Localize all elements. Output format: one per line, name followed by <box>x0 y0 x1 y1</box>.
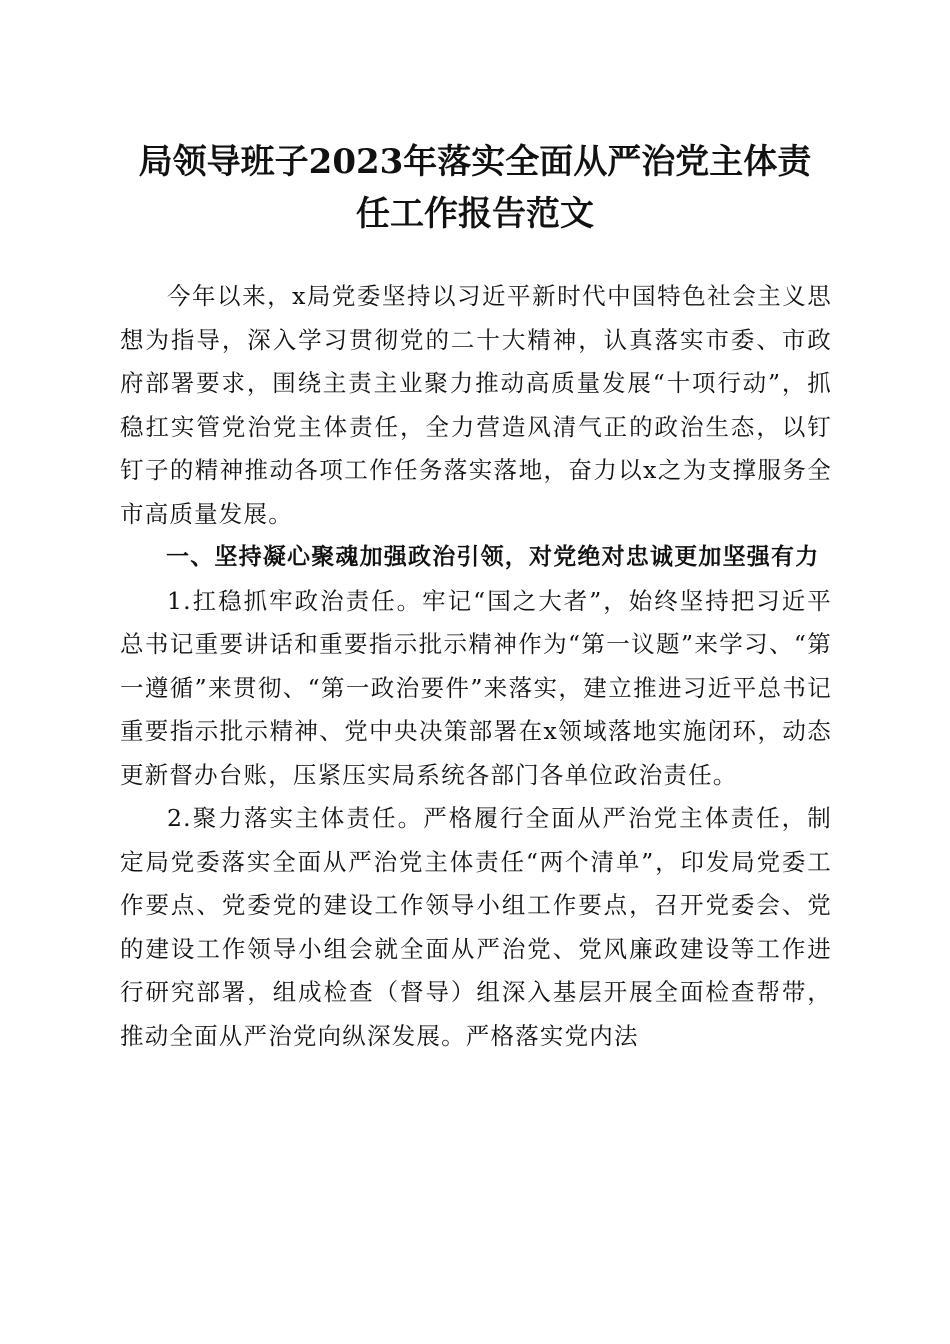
intro-paragraph: 今年以来，x局党委坚持以习近平新时代中国特色社会主义思想为指导，深入学习贯彻党的二十大精神，认真落实市委、市政府部署要求，围绕主责主业聚力推动高质量发展“十项行动”，抓稳扛实管党治党主体责任，全力营造风清气正的政治生态，以钉钉子的精神推动各项工作任务落实落地，奋力以x之为支撑服务全市高质量发展。 <box>120 282 832 528</box>
title-line-2: 任工作报告范文 <box>356 194 594 234</box>
document-body <box>120 275 832 1058</box>
document-title <box>110 136 840 240</box>
item-2-paragraph: 2.聚力落实主体责任。严格履行全面从严治党主体责任，制定局党委落实全面从严治党主体责任“两个清单”，印发局党委工作要点、党委党的建设工作领导小组工作要点，召开党委会、党的建设工作领导小组会就全面从严治党、党风廉政建设等工作进行研究部署，组成检查（督导）组深入基层开展全面检查帮带，推动全面从严治党向纵深发展。严格落实党内法 <box>120 804 832 1050</box>
title-line-1: 局领导班子2023年落实全面从严治党主体责 <box>138 142 812 182</box>
section-1-heading: 一、坚持凝心聚魂加强政治引领，对党绝对忠诚更加坚强有力 <box>166 544 820 570</box>
item-1-paragraph: 1.扛稳抓牢政治责任。牢记“国之大者”，始终坚持把习近平总书记重要讲话和重要指示批示精神作为“第一议题”来学习、“第一遵循”来贯彻、“第一政治要件”来落实，建立推进习近平总书记重要指示批示精神、党中央决策部署在x领域落地实施闭环，动态更新督办台账，压紧压实局系统各部门各单位政治责任。 <box>120 586 832 789</box>
